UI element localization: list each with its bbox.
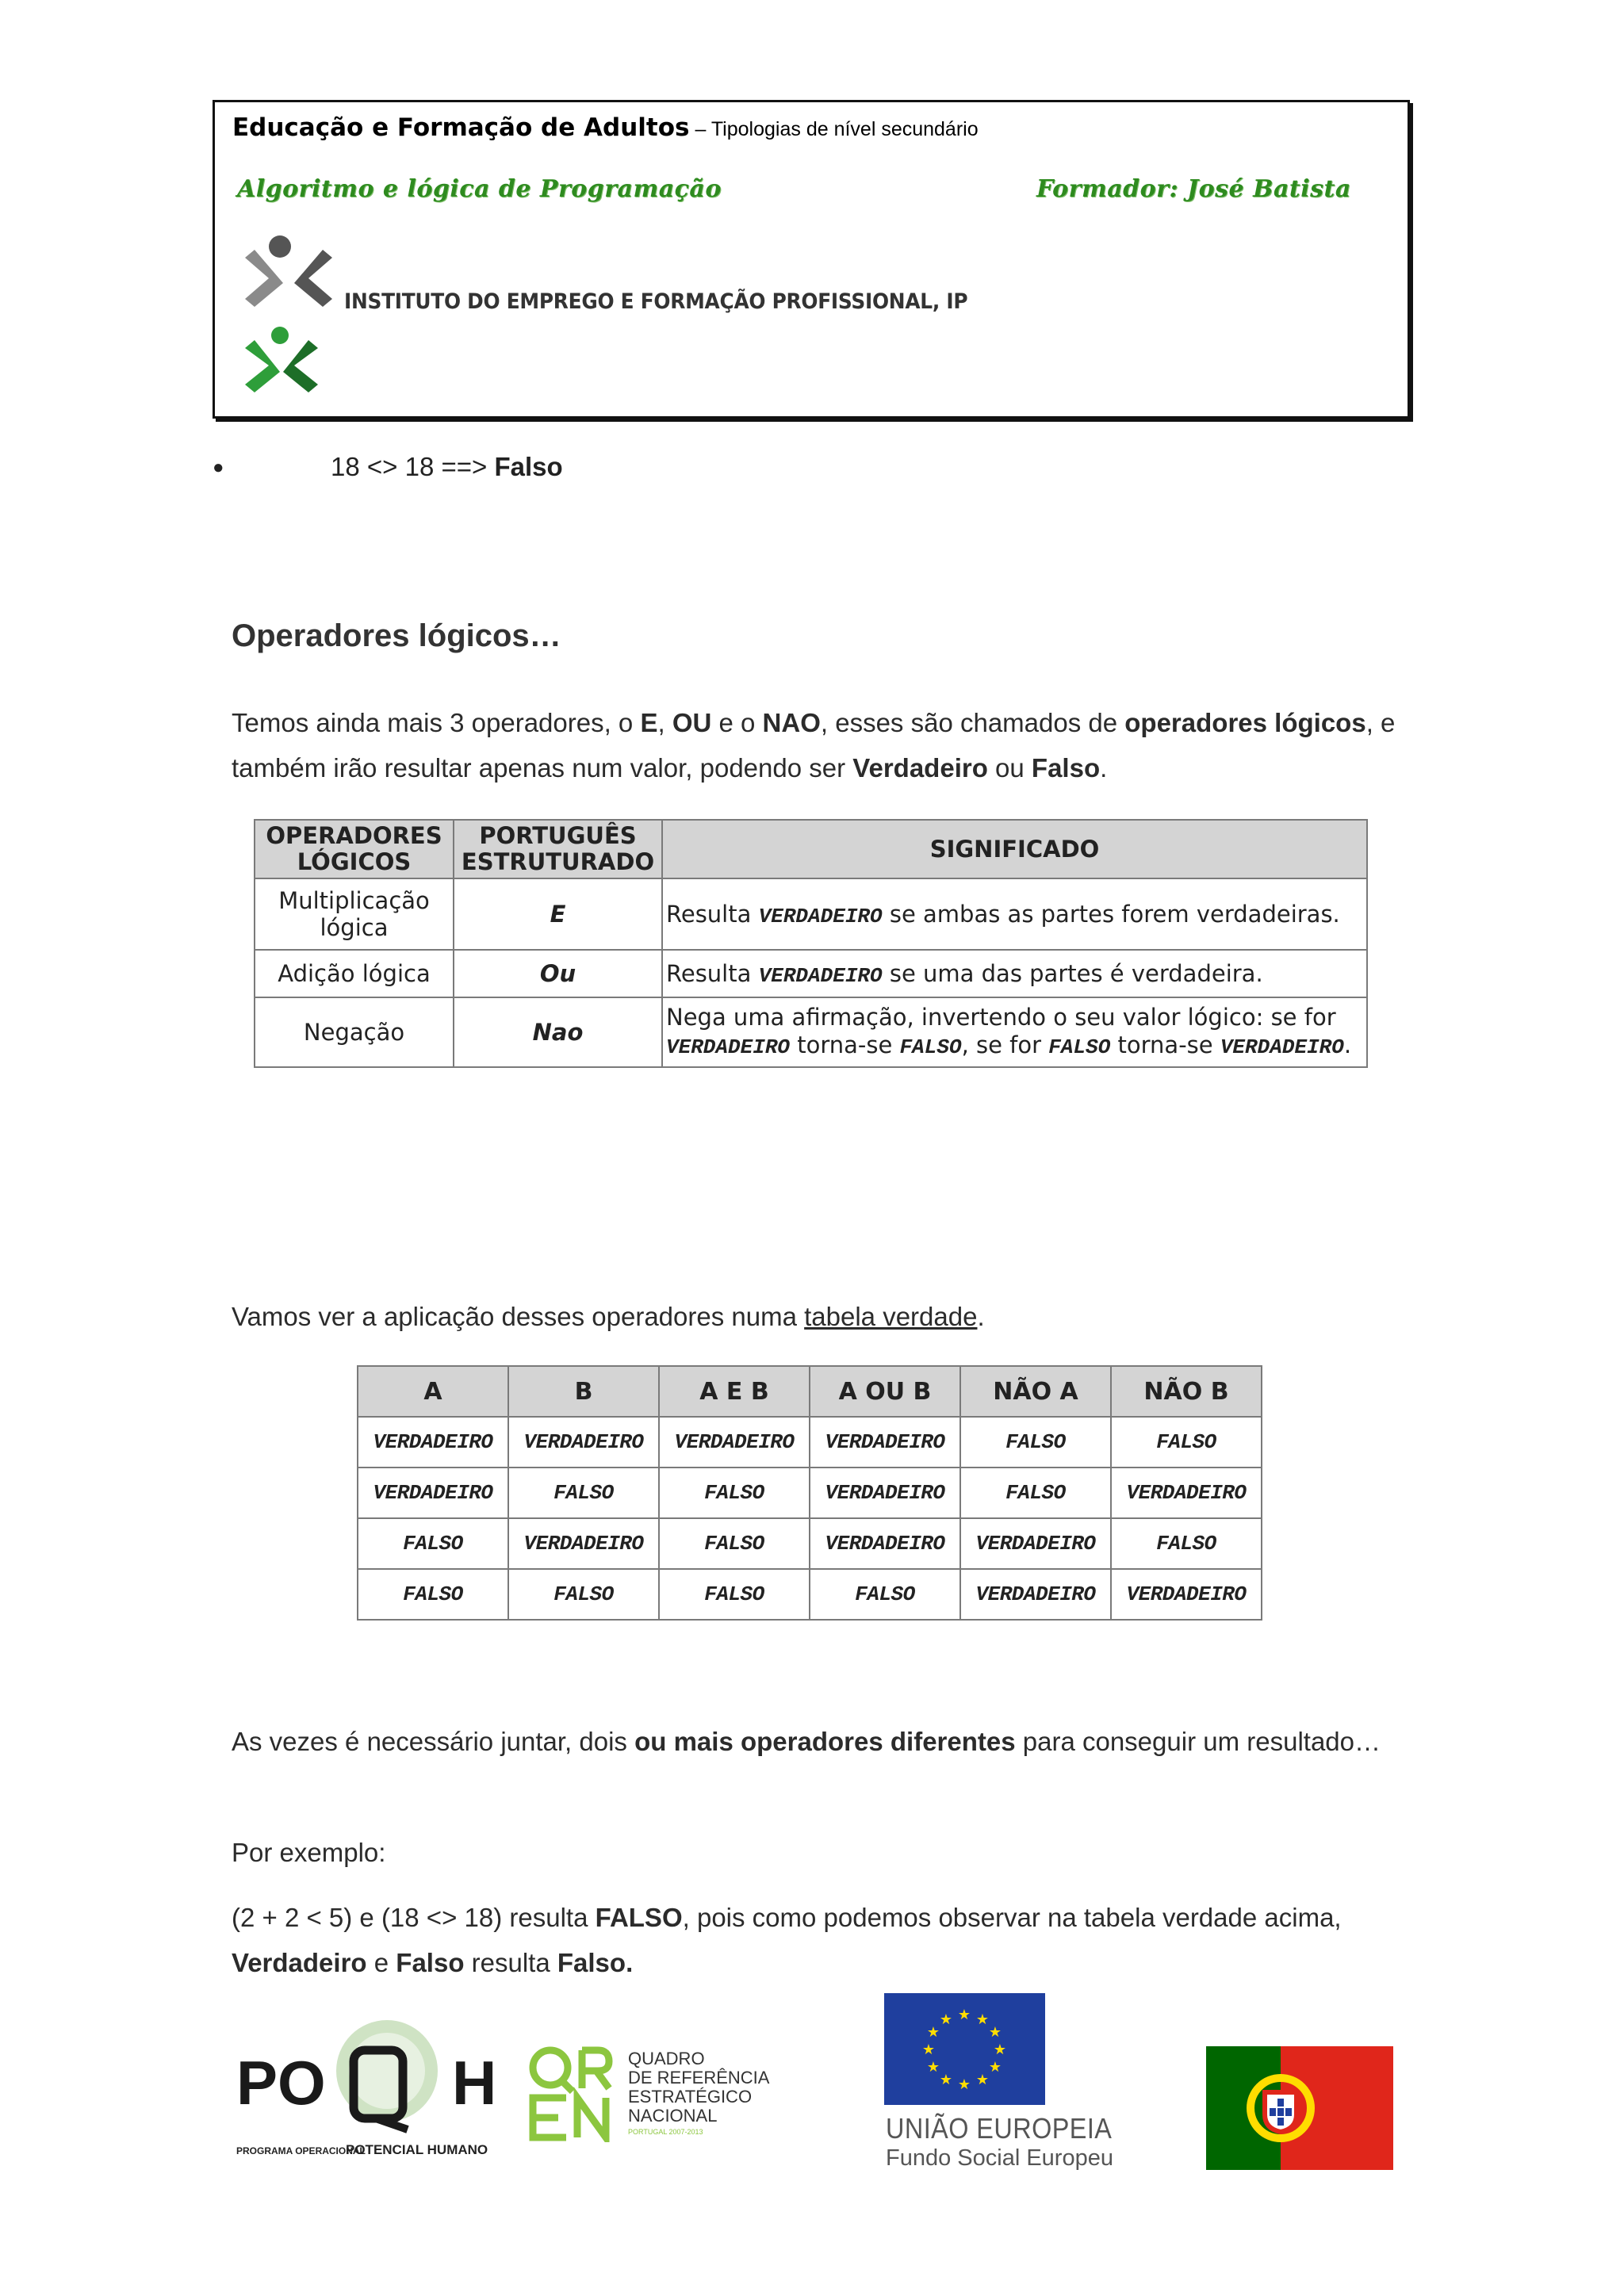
- operator-ou: OU: [672, 708, 712, 737]
- table-cell: VERDADEIRO: [508, 1518, 659, 1569]
- operator-e: E: [640, 708, 658, 737]
- table-cell: VERDADEIRO: [810, 1468, 960, 1518]
- table-row: [255, 950, 1367, 997]
- column-header: NÃO A: [960, 1366, 1111, 1417]
- text: e: [366, 1948, 396, 1977]
- qren-logo-icon: [527, 2044, 772, 2142]
- keyword: VERDADEIRO: [1220, 1035, 1344, 1059]
- operator-code: Ou: [454, 950, 662, 997]
- text: , esses são chamados de: [820, 708, 1125, 737]
- text: , se for: [961, 1031, 1049, 1058]
- table-cell: FALSO: [508, 1569, 659, 1620]
- operator-name: Multiplicação lógica: [255, 878, 454, 950]
- keyword: VERDADEIRO: [758, 963, 883, 988]
- table-cell: FALSO: [810, 1569, 960, 1620]
- column-header: A OU B: [810, 1366, 960, 1417]
- svg-text:★: ★: [939, 2072, 953, 2088]
- table-row: [255, 997, 1367, 1067]
- svg-text:★: ★: [939, 2011, 953, 2028]
- institute-name: INSTITUTO DO EMPREGO E FORMAÇÃO PROFISSIONAL, IP: [344, 289, 968, 314]
- table-cell: VERDADEIRO: [659, 1417, 810, 1468]
- emphasis: Verdadeiro: [852, 753, 988, 783]
- table-cell: FALSO: [1111, 1518, 1262, 1569]
- column-header: NÃO B: [1111, 1366, 1262, 1417]
- text: Nega uma afirmação, invertendo o seu valor lógico: se for: [666, 1003, 1336, 1031]
- column-header: B: [508, 1366, 659, 1417]
- emphasis: operadores lógicos: [1124, 708, 1366, 737]
- example-paragraph: [232, 1895, 1421, 1985]
- table-row: [358, 1468, 1262, 1518]
- combine-paragraph: [232, 1719, 1405, 1764]
- text: ou: [987, 753, 1032, 783]
- table-row: [358, 1417, 1262, 1468]
- svg-text:★: ★: [993, 2042, 1007, 2058]
- poph-subtitle-small: PROGRAMA OPERACIONAL: [236, 2145, 366, 2156]
- poph-word-left: PO: [236, 2048, 326, 2118]
- svg-text:★: ★: [988, 2024, 1002, 2041]
- emphasis: Verdadeiro: [232, 1948, 367, 1977]
- table-cell: VERDADEIRO: [960, 1518, 1111, 1569]
- keyword: VERDADEIRO: [666, 1035, 791, 1059]
- column-header: OPERADORES LÓGICOS: [255, 820, 454, 878]
- eu-label: UNIÃO EUROPEIA: [886, 2112, 1113, 2145]
- table-cell: FALSO: [659, 1569, 810, 1620]
- truth-table-link[interactable]: tabela verdade: [804, 1302, 978, 1331]
- emphasis: FALSO: [595, 1903, 683, 1932]
- poph-subtitle-big: POTENCIAL HUMANO: [346, 2142, 488, 2157]
- text: resulta: [464, 1948, 557, 1977]
- truth-table-intro: [232, 1294, 985, 1339]
- column-header: PORTUGUÊS ESTRUTURADO: [454, 820, 662, 878]
- operators-table: [254, 819, 1368, 1066]
- program-name: Educação e Formação de Adultos: [232, 113, 690, 142]
- table-cell: FALSO: [1111, 1417, 1262, 1468]
- keyword: VERDADEIRO: [758, 904, 883, 928]
- table-cell: FALSO: [659, 1518, 810, 1569]
- table-cell: FALSO: [960, 1468, 1111, 1518]
- text: Vamos ver a aplicação desses operadores numa: [232, 1302, 805, 1331]
- eu-flag-icon: [884, 1993, 1045, 2105]
- text: .: [977, 1302, 985, 1331]
- table-row: [358, 1518, 1262, 1569]
- emphasis: ou mais operadores diferentes: [634, 1727, 1016, 1756]
- iefp-green-logo-icon: [240, 326, 327, 402]
- qren-line-1: QUADRO: [628, 2049, 705, 2068]
- text: se ambas as partes forem verdadeiras.: [882, 900, 1340, 928]
- text: (2 + 2 < 5) e (18 <> 18) resulta: [232, 1903, 596, 1932]
- operator-name: Adição lógica: [255, 950, 454, 997]
- svg-text:★: ★: [988, 2059, 1002, 2076]
- text: , e também irão resultar apenas num valor, podendo ser: [232, 708, 1396, 783]
- svg-text:★: ★: [926, 2059, 940, 2076]
- table-cell: VERDADEIRO: [508, 1417, 659, 1468]
- truth-table: [357, 1365, 1262, 1621]
- text: Resulta: [666, 959, 759, 987]
- text: Temos ainda mais 3 operadores, o: [232, 708, 641, 737]
- operator-name: Negação: [255, 997, 454, 1067]
- table-header-row: [255, 820, 1367, 878]
- text: e o: [711, 708, 763, 737]
- bullet-icon: ●: [213, 457, 224, 478]
- example-label: Por exemplo:: [232, 1838, 386, 1867]
- keyword: FALSO: [1048, 1035, 1111, 1059]
- table-header-row: [358, 1366, 1262, 1417]
- text: As vezes é necessário juntar, dois: [232, 1727, 635, 1756]
- esf-label: Fundo Social Europeu: [886, 2145, 1113, 2171]
- table-cell: FALSO: [358, 1569, 508, 1620]
- svg-text:★: ★: [975, 2011, 990, 2028]
- svg-text:★: ★: [926, 2024, 940, 2041]
- table-cell: VERDADEIRO: [810, 1518, 960, 1569]
- text: .: [1343, 1031, 1352, 1058]
- qren-line-3: ESTRATÉGICO: [628, 2087, 753, 2107]
- table-cell: FALSO: [358, 1518, 508, 1569]
- bullet-expression: [331, 452, 563, 482]
- poph-logo-icon: [235, 2019, 509, 2164]
- text: .: [1100, 753, 1108, 783]
- poph-word-right: H: [452, 2048, 497, 2118]
- intro-paragraph: [232, 700, 1405, 790]
- expression-text: 18 <> 18 ==>: [331, 452, 495, 481]
- course-title: Algoritmo e lógica de Programação: [237, 175, 722, 203]
- program-subtitle: – Tipologias de nível secundário: [689, 118, 979, 140]
- svg-text:★: ★: [921, 2042, 936, 2058]
- qren-small-text: PORTUGAL 2007-2013: [628, 2128, 703, 2136]
- operator-meaning: [662, 997, 1367, 1067]
- column-header: SIGNIFICADO: [662, 820, 1367, 878]
- svg-text:★: ★: [975, 2072, 990, 2088]
- text: torna-se: [1110, 1031, 1220, 1058]
- table-cell: VERDADEIRO: [810, 1417, 960, 1468]
- table-cell: FALSO: [508, 1468, 659, 1518]
- portugal-flag-icon: [1206, 2046, 1393, 2170]
- emphasis: Falso.: [557, 1948, 634, 1977]
- table-cell: FALSO: [960, 1417, 1111, 1468]
- table-cell: VERDADEIRO: [960, 1569, 1111, 1620]
- operator-meaning: [662, 878, 1367, 950]
- svg-text:★: ★: [957, 2076, 971, 2093]
- expression-result: Falso: [494, 452, 563, 481]
- text: , pois como podemos observar na tabela verdade acima,: [682, 1903, 1342, 1932]
- text: se uma das partes é verdadeira.: [882, 959, 1263, 987]
- qren-line-4: NACIONAL: [628, 2106, 718, 2126]
- table-cell: VERDADEIRO: [358, 1417, 508, 1468]
- trainer-name: Formador: José Batista: [1036, 175, 1351, 203]
- text: Resulta: [666, 900, 759, 928]
- qren-line-2: DE REFERÊNCIA: [628, 2068, 770, 2087]
- text: torna-se: [790, 1031, 900, 1058]
- document-header: [213, 100, 1410, 419]
- emphasis: Falso: [396, 1948, 465, 1977]
- table-row: [358, 1569, 1262, 1620]
- text: para conseguir um resultado…: [1015, 1727, 1381, 1756]
- column-header: A E B: [659, 1366, 810, 1417]
- emphasis: Falso: [1031, 753, 1101, 783]
- section-heading: Operadores lógicos…: [232, 618, 561, 653]
- column-header: A: [358, 1366, 508, 1417]
- table-cell: VERDADEIRO: [1111, 1468, 1262, 1518]
- svg-text:★: ★: [957, 2007, 971, 2023]
- operator-code: Nao: [454, 997, 662, 1067]
- operator-meaning: [662, 950, 1367, 997]
- text: ,: [657, 708, 672, 737]
- iefp-logo-icon: [231, 234, 350, 316]
- operator-code: E: [454, 878, 662, 950]
- keyword: FALSO: [899, 1035, 962, 1059]
- table-cell: VERDADEIRO: [1111, 1569, 1262, 1620]
- operator-nao: NAO: [762, 708, 821, 737]
- table-cell: FALSO: [659, 1468, 810, 1518]
- table-cell: VERDADEIRO: [358, 1468, 508, 1518]
- table-row: [255, 878, 1367, 950]
- program-title: [232, 113, 979, 142]
